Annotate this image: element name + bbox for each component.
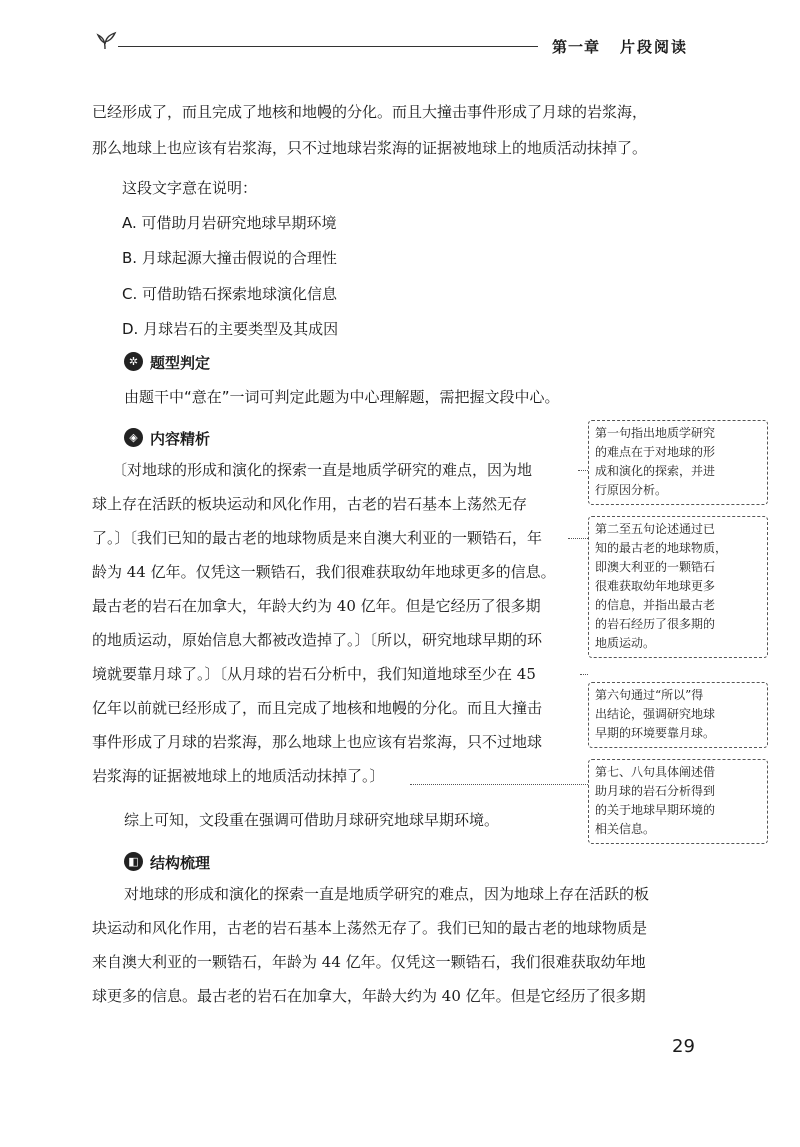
side-note-1: 第一句指出地质学研究 的难点在于对地球的形 成和演化的探索，并进 行原因分析。 — [588, 420, 768, 505]
analysis-line: 〔对地球的形成和演化的探索一直是地质学研究的难点，因为地 — [112, 461, 533, 479]
option-c: C. 可借助锆石探索地球演化信息 — [122, 285, 338, 303]
option-b: B. 月球起源大撞击假说的合理性 — [122, 249, 337, 267]
section-label: 片段阅读 — [620, 38, 689, 56]
gear-icon: ✲ — [124, 352, 143, 371]
side-note-4: 第七、八句具体阐述借 助月球的岩石分析得到 的关于地球早期环境的 相关信息。 — [588, 759, 768, 844]
side-note-2: 第二至五句论述通过已 知的最古老的地球物质， 即澳大利亚的一颗锆石 很难获取幼年地球更多 的信息，并指出最古老 的岩石经历了很多期的 地质运动。 — [588, 516, 768, 658]
passage-line: 那么地球上也应该有岩浆海，只不过地球岩浆海的证据被地球上的地质活动抹掉了。 — [92, 139, 648, 157]
structure-line: 对地球的形成和演化的探索一直是地质学研究的难点，因为地球上存在活跃的板 — [124, 885, 650, 903]
summary-text: 综上可知，文段重在强调可借助月球研究地球早期环境。 — [124, 811, 500, 829]
analysis-line: 龄为 44 亿年。仅凭这一颗锆石，我们很难获取幼年地球更多的信息。 — [92, 563, 556, 581]
option-a: A. 可借助月岩研究地球早期环境 — [122, 214, 337, 232]
question-stem: 这段文字意在说明： — [122, 179, 258, 197]
side-note-3: 第六句通过“所以”得 出结论，强调研究地球 早期的环境要靠月球。 — [588, 682, 768, 748]
analysis-line: 球上存在活跃的板块运动和风化作用，古老的岩石基本上荡然无存 — [92, 495, 528, 513]
structure-line: 球更多的信息。最古老的岩石在加拿大，年龄大约为 40 亿年。但是它经历了很多期 — [92, 987, 646, 1005]
passage-line: 已经形成了，而且完成了地核和地幔的分化。而且大撞击事件形成了月球的岩浆海， — [92, 103, 648, 121]
chapter-label: 第一章 — [552, 38, 601, 56]
header-rule — [118, 46, 538, 47]
analysis-line: 了。〕〔我们已知的最古老的地球物质是来自澳大利亚的一颗锆石，年 — [92, 529, 543, 547]
analysis-line: 事件形成了月球的岩浆海，那么地球上也应该有岩浆海，只不过地球 — [92, 733, 543, 751]
note-connector — [410, 784, 588, 785]
structure-line: 来自澳大利亚的一颗锆石，年龄为 44 亿年。仅凭这一颗锆石，我们很难获取幼年地 — [92, 953, 646, 971]
analysis-line: 的地质运动，原始信息大都被改造掉了。〕〔所以，研究地球早期的环 — [92, 631, 543, 649]
option-d: D. 月球岩石的主要类型及其成因 — [122, 320, 339, 338]
section-title-structure: 结构梳理 — [150, 854, 211, 872]
type-judgement-text: 由题干中“意在”一词可判定此题为中心理解题，需把握文段中心。 — [124, 388, 560, 406]
section-title-content: 内容精析 — [150, 430, 211, 448]
section-title-type: 题型判定 — [150, 354, 211, 372]
sprout-icon — [92, 30, 118, 50]
structure-line: 块运动和风化作用，古老的岩石基本上荡然无存了。我们已知的最古老的地球物质是 — [92, 919, 648, 937]
analysis-line: 最古老的岩石在加拿大，年龄大约为 40 亿年。但是它经历了很多期 — [92, 597, 541, 615]
analysis-line: 亿年以前就已经形成了，而且完成了地核和地幔的分化。而且大撞击 — [92, 699, 543, 717]
note-connector — [580, 674, 588, 675]
analysis-line: 岩浆海的证据被地球上的地质活动抹掉了。〕 — [92, 767, 385, 785]
note-connector — [578, 470, 588, 471]
page-number: 29 — [672, 1036, 695, 1057]
analysis-icon: ◈ — [124, 428, 143, 447]
analysis-line: 境就要靠月球了。〕〔从月球的岩石分析中，我们知道地球至少在 45 — [92, 665, 536, 683]
note-connector — [568, 538, 588, 539]
structure-icon: ◧ — [124, 852, 143, 871]
